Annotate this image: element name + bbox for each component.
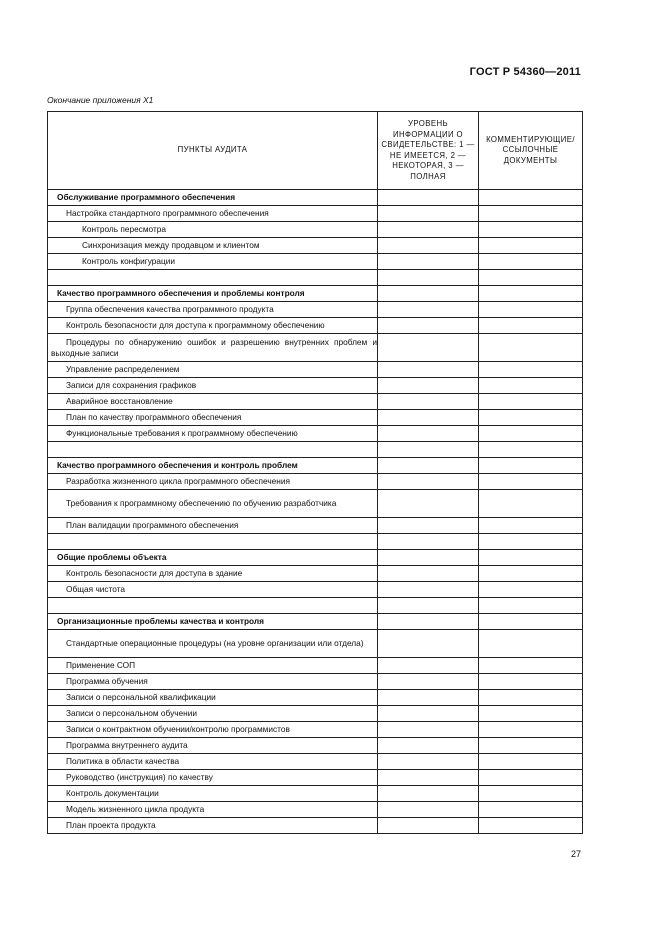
table-row (48, 534, 583, 550)
audit-item-label (48, 534, 378, 550)
reference-documents-cell (479, 802, 583, 818)
reference-documents-cell (479, 442, 583, 458)
table-row (48, 566, 583, 582)
table-row (48, 690, 583, 706)
evidence-level-cell (378, 334, 479, 362)
table-row (48, 786, 583, 802)
reference-documents-cell (479, 598, 583, 614)
section-header-row (48, 550, 583, 566)
audit-item-label: Записи для сохранения графиков (48, 378, 378, 394)
table-row (48, 270, 583, 286)
evidence-level-cell (378, 754, 479, 770)
audit-table (47, 111, 583, 834)
reference-documents-cell (479, 270, 583, 286)
section-header-row (48, 614, 583, 630)
audit-item-label: Записи о контрактном обучении/контролю программистов (48, 722, 378, 738)
reference-documents-cell (479, 222, 583, 238)
evidence-level-cell (378, 614, 479, 630)
section-header-row (48, 458, 583, 474)
evidence-level-cell (378, 566, 479, 582)
reference-documents-cell (479, 754, 583, 770)
evidence-level-cell (378, 286, 479, 302)
evidence-level-cell (378, 738, 479, 754)
reference-documents-cell (479, 706, 583, 722)
evidence-level-cell (378, 238, 479, 254)
table-row (48, 738, 583, 754)
table-row (48, 394, 583, 410)
table-row (48, 318, 583, 334)
reference-documents-cell (479, 614, 583, 630)
table-row (48, 658, 583, 674)
table-row (48, 754, 583, 770)
evidence-level-cell (378, 770, 479, 786)
audit-item-label (48, 442, 378, 458)
reference-documents-cell (479, 254, 583, 270)
audit-item-label: Настройка стандартного программного обеспечения (48, 206, 378, 222)
evidence-level-cell (378, 490, 479, 518)
column-header-audit-items: ПУНКТЫ АУДИТА (48, 112, 378, 190)
evidence-level-cell (378, 630, 479, 658)
table-row (48, 362, 583, 378)
evidence-level-cell (378, 550, 479, 566)
audit-item-label: План по качеству программного обеспечения (48, 410, 378, 426)
evidence-level-cell (378, 518, 479, 534)
page-number: 27 (570, 849, 581, 859)
reference-documents-cell (479, 286, 583, 302)
reference-documents-cell (479, 362, 583, 378)
evidence-level-cell (378, 706, 479, 722)
section-title: Общие проблемы объекта (48, 550, 378, 566)
audit-item-label: Применение СОП (48, 658, 378, 674)
audit-item-label: Контроль безопасности для доступа к программному обеспечению (48, 318, 378, 334)
audit-item-label: Аварийное восстановление (48, 394, 378, 410)
reference-documents-cell (479, 318, 583, 334)
table-row (48, 582, 583, 598)
reference-documents-cell (479, 770, 583, 786)
table-row (48, 706, 583, 722)
section-header-row (48, 190, 583, 206)
table-row (48, 302, 583, 318)
reference-documents-cell (479, 658, 583, 674)
audit-item-label: Контроль безопасности для доступа в здание (48, 566, 378, 582)
table-row (48, 378, 583, 394)
evidence-level-cell (378, 802, 479, 818)
audit-item-label (48, 270, 378, 286)
evidence-level-cell (378, 318, 479, 334)
section-header-row (48, 286, 583, 302)
evidence-level-cell (378, 410, 479, 426)
section-title: Качество программного обеспечения и проблемы контроля (48, 286, 378, 302)
reference-documents-cell (479, 238, 583, 254)
reference-documents-cell (479, 818, 583, 834)
audit-item-label: Синхронизация между продавцом и клиентом (48, 238, 378, 254)
table-row (48, 802, 583, 818)
audit-item-label: Общая чистота (48, 582, 378, 598)
audit-item-label: Программа внутреннего аудита (48, 738, 378, 754)
reference-documents-cell (479, 426, 583, 442)
evidence-level-cell (378, 474, 479, 490)
audit-item-label: Контроль пересмотра (48, 222, 378, 238)
table-row (48, 238, 583, 254)
audit-item-label: Процедуры по обнаружению ошибок и разрешению внутренних проблем и выходные записи (48, 334, 378, 362)
evidence-level-cell (378, 254, 479, 270)
evidence-level-cell (378, 442, 479, 458)
table-row (48, 630, 583, 658)
table-row (48, 818, 583, 834)
evidence-level-cell (378, 786, 479, 802)
standard-designation: ГОСТ Р 54360—2011 (469, 66, 581, 78)
evidence-level-cell (378, 378, 479, 394)
evidence-level-cell (378, 598, 479, 614)
reference-documents-cell (479, 722, 583, 738)
reference-documents-cell (479, 534, 583, 550)
audit-item-label: Стандартные операционные процедуры (на уровне организации или отдела) (48, 630, 378, 658)
table-row (48, 254, 583, 270)
column-header-reference-documents-text: КОММЕНТИРУЮЩИЕ/ ССЫЛОЧНЫЕ ДОКУМЕНТЫ (486, 134, 575, 165)
reference-documents-cell (479, 566, 583, 582)
audit-item-label: Управление распределением (48, 362, 378, 378)
evidence-level-cell (378, 458, 479, 474)
reference-documents-cell (479, 302, 583, 318)
reference-documents-cell (479, 206, 583, 222)
reference-documents-cell (479, 190, 583, 206)
reference-documents-cell (479, 738, 583, 754)
table-row (48, 490, 583, 518)
reference-documents-cell (479, 410, 583, 426)
table-row (48, 674, 583, 690)
table-row (48, 518, 583, 534)
evidence-level-cell (378, 534, 479, 550)
audit-item-label: Руководство (инструкция) по качеству (48, 770, 378, 786)
table-row (48, 334, 583, 362)
reference-documents-cell (479, 630, 583, 658)
column-header-evidence-level-text: УРОВЕНЬ ИНФОРМАЦИИ О СВИДЕТЕЛЬСТВЕ: 1 — НЕ ИМЕЕТСЯ, 2 — НЕКОТОРАЯ, 3 — ПОЛНАЯ (381, 119, 475, 181)
evidence-level-cell (378, 270, 479, 286)
evidence-level-cell (378, 206, 479, 222)
evidence-level-cell (378, 690, 479, 706)
audit-item-label: Контроль конфигурации (48, 254, 378, 270)
evidence-level-cell (378, 658, 479, 674)
reference-documents-cell (479, 690, 583, 706)
reference-documents-cell (479, 334, 583, 362)
audit-item-label: Требования к программному обеспечению по обучению разработчика (48, 490, 378, 518)
audit-item-label: Группа обеспечения качества программного продукта (48, 302, 378, 318)
audit-item-label: План валидации программного обеспечения (48, 518, 378, 534)
audit-item-label: Программа обучения (48, 674, 378, 690)
evidence-level-cell (378, 394, 479, 410)
evidence-level-cell (378, 362, 479, 378)
reference-documents-cell (479, 490, 583, 518)
evidence-level-cell (378, 302, 479, 318)
audit-item-label (48, 598, 378, 614)
section-title: Организационные проблемы качества и контроля (48, 614, 378, 630)
evidence-level-cell (378, 222, 479, 238)
table-row (48, 474, 583, 490)
table-row (48, 222, 583, 238)
section-title: Качество программного обеспечения и контроль проблем (48, 458, 378, 474)
reference-documents-cell (479, 394, 583, 410)
column-header-reference-documents (479, 112, 583, 190)
table-row (48, 206, 583, 222)
audit-item-label: Записи о персональном обучении (48, 706, 378, 722)
table-header-row (48, 112, 583, 190)
reference-documents-cell (479, 786, 583, 802)
section-title: Обслуживание программного обеспечения (48, 190, 378, 206)
appendix-caption: Окончание приложения Х1 (47, 95, 154, 105)
evidence-level-cell (378, 674, 479, 690)
audit-item-label: Политика в области качества (48, 754, 378, 770)
reference-documents-cell (479, 550, 583, 566)
evidence-level-cell (378, 582, 479, 598)
table-row (48, 598, 583, 614)
table-row (48, 722, 583, 738)
audit-item-label: План проекта продукта (48, 818, 378, 834)
evidence-level-cell (378, 190, 479, 206)
evidence-level-cell (378, 722, 479, 738)
column-header-evidence-level (378, 112, 479, 190)
evidence-level-cell (378, 818, 479, 834)
reference-documents-cell (479, 378, 583, 394)
reference-documents-cell (479, 518, 583, 534)
table-row (48, 442, 583, 458)
audit-item-label: Модель жизненного цикла продукта (48, 802, 378, 818)
evidence-level-cell (378, 426, 479, 442)
reference-documents-cell (479, 582, 583, 598)
reference-documents-cell (479, 674, 583, 690)
audit-item-label: Функциональные требования к программному обеспечению (48, 426, 378, 442)
table-row (48, 410, 583, 426)
reference-documents-cell (479, 458, 583, 474)
table-row (48, 770, 583, 786)
table-row (48, 426, 583, 442)
audit-item-label: Записи о персональной квалификации (48, 690, 378, 706)
audit-table-body (48, 190, 583, 834)
reference-documents-cell (479, 474, 583, 490)
audit-item-label: Разработка жизненного цикла программного обеспечения (48, 474, 378, 490)
audit-item-label: Контроль документации (48, 786, 378, 802)
